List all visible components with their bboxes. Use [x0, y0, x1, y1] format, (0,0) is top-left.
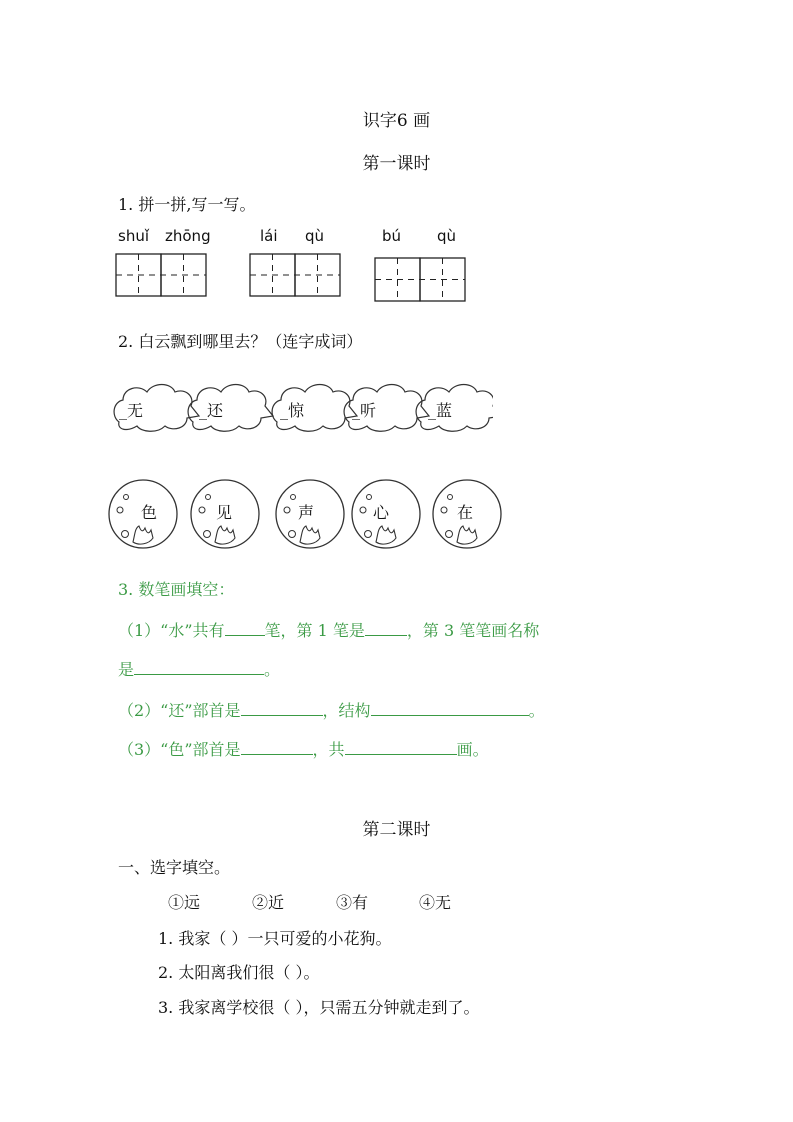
cloud-char-1[interactable]: _无: [119, 401, 144, 420]
pinyin-2a: lái: [260, 227, 278, 245]
bubble-char-2[interactable]: 见: [216, 503, 233, 522]
blank-structure-huan[interactable]: [371, 701, 529, 716]
blank-stroke-count-se[interactable]: [345, 740, 457, 755]
blank-first-stroke[interactable]: [365, 621, 407, 636]
option-1: ①远: [168, 893, 201, 912]
fill-item-1[interactable]: 1. 我家（ ）一只可爱的小花狗。: [158, 929, 392, 948]
question-2-label: 2. 白云飘到哪里去？（连字成词）: [118, 332, 363, 351]
bubble-char-3[interactable]: 声: [298, 503, 315, 522]
lesson-one-heading: 第一课时: [362, 154, 431, 174]
question-3-line-3: （3）“色”部首是 ，共 画。: [118, 740, 489, 759]
pinyin-3a: bú: [382, 227, 402, 245]
question-1-label: 1. 拼一拼,写一写。: [118, 195, 256, 214]
pinyin-2b: qù: [305, 227, 325, 245]
section-one-label: 一、选字填空。: [118, 858, 231, 877]
pinyin-1a: shuǐ: [118, 227, 149, 245]
question-3-line-2: （2）“还”部首是 ，结构 。: [118, 701, 545, 720]
blank-radical-se[interactable]: [241, 740, 313, 755]
writing-grid-2[interactable]: [249, 253, 342, 298]
lesson-two-heading: 第二课时: [362, 820, 431, 840]
fill-item-2[interactable]: 2. 太阳离我们很（ ）。: [158, 963, 320, 982]
option-2: ②近: [252, 893, 285, 912]
cloud-char-5[interactable]: _蓝: [428, 401, 453, 420]
page-title: 识字6 画: [362, 111, 431, 131]
cloud-char-2[interactable]: _还: [199, 401, 224, 420]
option-4: ④无: [419, 893, 452, 912]
bubble-char-4[interactable]: 心: [373, 503, 390, 522]
pinyin-1b: zhōng: [165, 227, 211, 245]
blank-stroke-count[interactable]: [225, 621, 265, 636]
blank-third-stroke-name[interactable]: [134, 660, 264, 675]
pinyin-3b: qù: [437, 227, 457, 245]
cloud-char-3[interactable]: _惊: [280, 401, 305, 420]
bubble-char-1[interactable]: 色: [141, 503, 158, 522]
question-3-line-1-cont: 是 。: [118, 660, 281, 679]
blank-radical-huan[interactable]: [241, 701, 323, 716]
cloud-char-4[interactable]: _听: [352, 401, 377, 420]
option-3: ③有: [336, 893, 369, 912]
writing-grid-3[interactable]: [374, 257, 467, 303]
question-3-label: 3. 数笔画填空：: [118, 580, 235, 599]
fill-item-3[interactable]: 3. 我家离学校很（ ），只需五分钟就走到了。: [158, 998, 480, 1017]
writing-grid-1[interactable]: [115, 253, 208, 298]
question-3-line-1: （1）“水”共有 笔，第 1 笔是 ，第 3 笔笔画名称: [118, 621, 540, 640]
bubble-char-5[interactable]: 在: [457, 503, 474, 522]
